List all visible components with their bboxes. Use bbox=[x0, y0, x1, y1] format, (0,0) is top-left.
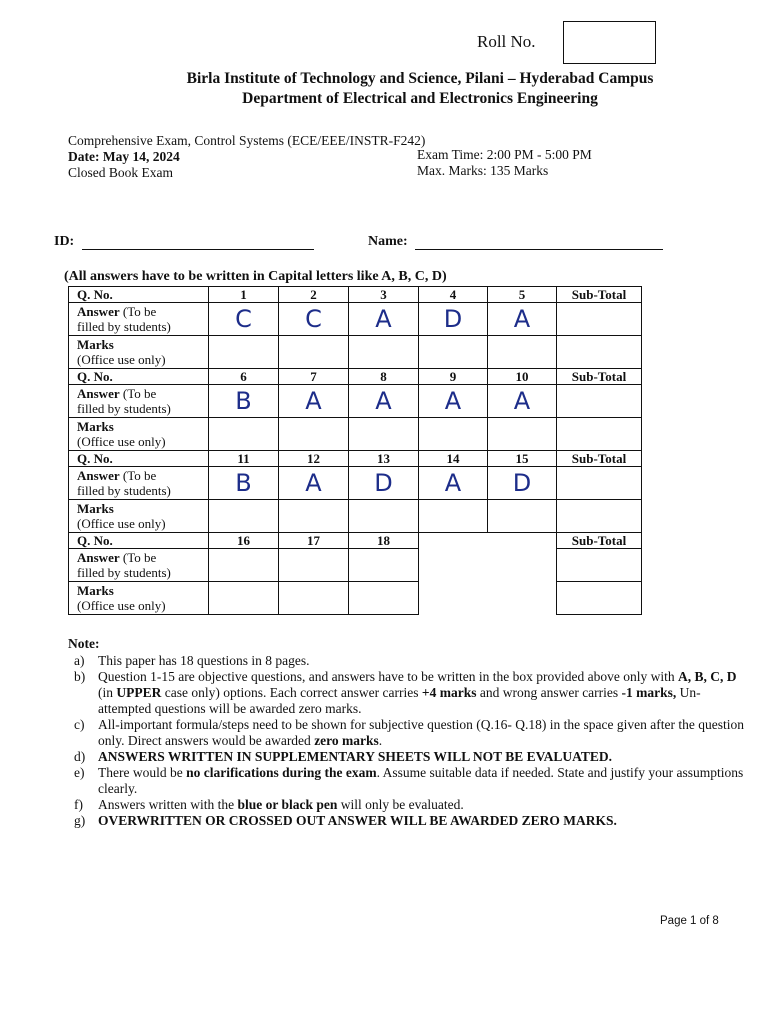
exam-time: Exam Time: 2:00 PM - 5:00 PM bbox=[417, 147, 592, 162]
marks-label-line2: (Office use only) bbox=[77, 352, 166, 367]
qno-label: Q. No. bbox=[69, 369, 209, 385]
note-item bbox=[68, 797, 748, 813]
answer-label: Answer (To be filled by students) bbox=[69, 303, 209, 336]
department-title: Department of Electrical and Electronics Engineering bbox=[242, 90, 598, 107]
question-number: 18 bbox=[349, 533, 419, 549]
answer-row bbox=[69, 303, 642, 336]
question-number: 12 bbox=[279, 451, 349, 467]
subtotal-label: Sub-Total bbox=[557, 533, 642, 549]
marks-label bbox=[69, 336, 209, 369]
answer-cell[interactable]: D bbox=[488, 467, 557, 500]
id-label: ID: bbox=[54, 234, 75, 249]
answer-label-bold: Answer bbox=[77, 386, 120, 401]
subtotal-cell[interactable] bbox=[557, 549, 642, 582]
question-number: 14 bbox=[419, 451, 488, 467]
marks-row bbox=[69, 500, 642, 533]
id-line[interactable] bbox=[82, 237, 314, 250]
marks-label bbox=[69, 582, 209, 615]
qno-row bbox=[69, 369, 642, 385]
note-item-label: b) bbox=[74, 669, 86, 684]
answer-row bbox=[69, 467, 642, 500]
answer-cell[interactable]: A bbox=[488, 385, 557, 418]
answer-cell[interactable]: A bbox=[419, 385, 488, 418]
empty-cell bbox=[419, 533, 488, 549]
subtotal-cell[interactable] bbox=[557, 467, 642, 500]
marks-label-line2: (Office use only) bbox=[77, 434, 166, 449]
exam-info-left bbox=[68, 133, 425, 181]
answer-cell[interactable]: A bbox=[279, 385, 349, 418]
answer-label: Answer (To be filled by students) bbox=[69, 467, 209, 500]
marks-label-line1: Marks bbox=[77, 501, 114, 516]
note-item-label: d) bbox=[74, 749, 86, 764]
answer-label-line2: filled by students) bbox=[77, 483, 171, 498]
note-item bbox=[68, 653, 748, 669]
question-number: 7 bbox=[279, 369, 349, 385]
answer-label-line2: filled by students) bbox=[77, 319, 171, 334]
exam-type: Closed Book Exam bbox=[68, 165, 173, 180]
empty-cell bbox=[419, 549, 488, 582]
qno-label: Q. No. bbox=[69, 451, 209, 467]
marks-cell[interactable] bbox=[279, 500, 349, 533]
note-item bbox=[68, 813, 748, 829]
note-item-label: c) bbox=[74, 717, 85, 732]
qno-row bbox=[69, 451, 642, 467]
marks-cell[interactable] bbox=[488, 500, 557, 533]
subtotal-cell[interactable] bbox=[557, 303, 642, 336]
qno-label: Q. No. bbox=[69, 287, 209, 303]
question-number: 17 bbox=[279, 533, 349, 549]
marks-cell[interactable] bbox=[349, 582, 419, 615]
subtotal-marks-cell[interactable] bbox=[557, 582, 642, 615]
marks-label-line1: Marks bbox=[77, 419, 114, 434]
marks-row bbox=[69, 418, 642, 451]
subtotal-cell[interactable] bbox=[557, 385, 642, 418]
question-number: 13 bbox=[349, 451, 419, 467]
question-number: 1 bbox=[209, 287, 279, 303]
subtotal-label: Sub-Total bbox=[557, 287, 642, 303]
answer-instruction: (All answers have to be written in Capital letters like A, B, C, D) bbox=[64, 269, 447, 284]
note-item-label: e) bbox=[74, 765, 85, 780]
note-item-text: OVERWRITTEN OR CROSSED OUT ANSWER WILL BE AWARDED ZERO MARKS. bbox=[98, 813, 617, 828]
question-number: 8 bbox=[349, 369, 419, 385]
question-number: 3 bbox=[349, 287, 419, 303]
name-field bbox=[368, 234, 663, 250]
course-name: Comprehensive Exam, Control Systems (ECE/EEE/INSTR-F242) bbox=[68, 133, 426, 148]
answer-label-line2: filled by students) bbox=[77, 401, 171, 416]
answer-label-line2: filled by students) bbox=[77, 565, 171, 580]
marks-cell[interactable] bbox=[209, 500, 279, 533]
marks-cell[interactable] bbox=[488, 336, 557, 369]
marks-cell[interactable] bbox=[209, 418, 279, 451]
answer-row bbox=[69, 385, 642, 418]
answer-cell[interactable]: B bbox=[209, 385, 279, 418]
marks-label-line1: Marks bbox=[77, 337, 114, 352]
answer-cell[interactable]: A bbox=[419, 467, 488, 500]
name-label: Name: bbox=[368, 234, 408, 249]
answer-cell[interactable]: B bbox=[209, 467, 279, 500]
note-item-text: ANSWERS WRITTEN IN SUPPLEMENTARY SHEETS WILL NOT BE EVALUATED. bbox=[98, 749, 613, 764]
marks-cell[interactable] bbox=[349, 418, 419, 451]
answer-cell[interactable]: C bbox=[279, 303, 349, 336]
answer-cell[interactable] bbox=[209, 549, 279, 582]
question-number: 15 bbox=[488, 451, 557, 467]
marks-cell[interactable] bbox=[209, 336, 279, 369]
note-item-text: Answers written with the blue or black pen will only be evaluated. bbox=[98, 797, 464, 812]
answer-label: Answer (To be filled by students) bbox=[69, 549, 209, 582]
marks-row bbox=[69, 582, 642, 615]
question-number: 4 bbox=[419, 287, 488, 303]
answer-cell[interactable]: A bbox=[488, 303, 557, 336]
exam-info-right bbox=[417, 147, 592, 179]
institute-title: Birla Institute of Technology and Science, Pilani – Hyderabad Campus bbox=[186, 70, 654, 87]
answer-cell[interactable]: A bbox=[349, 303, 419, 336]
answer-label-bold: Answer bbox=[77, 550, 120, 565]
question-number: 9 bbox=[419, 369, 488, 385]
question-number: 6 bbox=[209, 369, 279, 385]
note-item bbox=[68, 669, 748, 717]
marks-label-line2: (Office use only) bbox=[77, 598, 166, 613]
subtotal-label: Sub-Total bbox=[557, 369, 642, 385]
marks-label-line2: (Office use only) bbox=[77, 516, 166, 531]
question-number: 11 bbox=[209, 451, 279, 467]
note-item-text: Question 1-15 are objective questions, and answers have to be written in the box provided above only with A, B, C, D (in UPPER case only) options. Each correct answer carries +4 marks and wrong answer carries -1 marks, Un-attempted questions will be awarded zero marks. bbox=[98, 669, 737, 716]
answer-cell[interactable]: A bbox=[349, 385, 419, 418]
qno-row bbox=[69, 533, 642, 549]
empty-cell bbox=[488, 549, 557, 582]
note-item-label: g) bbox=[74, 813, 86, 828]
note-item-text: This paper has 18 questions in 8 pages. bbox=[98, 653, 310, 668]
note-item-text: There would be no clarifications during the exam. Assume suitable data if needed. State and justify your assumptions clearly. bbox=[98, 765, 744, 796]
exam-date: Date: May 14, 2024 bbox=[68, 149, 180, 164]
marks-cell[interactable] bbox=[279, 336, 349, 369]
marks-cell[interactable] bbox=[279, 582, 349, 615]
answer-grid bbox=[68, 286, 642, 615]
marks-cell[interactable] bbox=[279, 418, 349, 451]
marks-cell[interactable] bbox=[349, 336, 419, 369]
answer-label: Answer (To be filled by students) bbox=[69, 385, 209, 418]
marks-cell[interactable] bbox=[349, 500, 419, 533]
answer-label-bold: Answer bbox=[77, 468, 120, 483]
answer-cell[interactable]: C bbox=[209, 303, 279, 336]
empty-cell bbox=[419, 582, 488, 615]
answer-cell[interactable] bbox=[349, 549, 419, 582]
marks-cell[interactable] bbox=[419, 418, 488, 451]
roll-number-label: Roll No. bbox=[477, 32, 536, 51]
answer-cell[interactable]: D bbox=[349, 467, 419, 500]
roll-number-box[interactable] bbox=[563, 21, 656, 64]
subtotal-marks-cell[interactable] bbox=[557, 336, 642, 369]
answer-cell[interactable]: A bbox=[279, 467, 349, 500]
note-item bbox=[68, 765, 748, 797]
id-field bbox=[54, 234, 314, 250]
note-item-label: a) bbox=[74, 653, 85, 668]
marks-row bbox=[69, 336, 642, 369]
answer-label-bold: Answer bbox=[77, 304, 120, 319]
empty-cell bbox=[488, 582, 557, 615]
notes-section bbox=[68, 636, 748, 829]
max-marks: Max. Marks: 135 Marks bbox=[417, 163, 549, 178]
question-number: 16 bbox=[209, 533, 279, 549]
subtotal-marks-cell[interactable] bbox=[557, 418, 642, 451]
answer-cell[interactable]: D bbox=[419, 303, 488, 336]
question-number: 2 bbox=[279, 287, 349, 303]
qno-label: Q. No. bbox=[69, 533, 209, 549]
marks-cell[interactable] bbox=[419, 336, 488, 369]
empty-cell bbox=[488, 533, 557, 549]
marks-label bbox=[69, 500, 209, 533]
note-item-label: f) bbox=[74, 797, 83, 812]
answer-cell[interactable] bbox=[279, 549, 349, 582]
note-heading: Note: bbox=[68, 636, 100, 651]
note-item bbox=[68, 749, 748, 765]
subtotal-label: Sub-Total bbox=[557, 451, 642, 467]
marks-cell[interactable] bbox=[488, 418, 557, 451]
note-item bbox=[68, 717, 748, 749]
subtotal-marks-cell[interactable] bbox=[557, 500, 642, 533]
marks-cell[interactable] bbox=[419, 500, 488, 533]
marks-cell[interactable] bbox=[209, 582, 279, 615]
question-number: 5 bbox=[488, 287, 557, 303]
marks-label bbox=[69, 418, 209, 451]
question-number: 10 bbox=[488, 369, 557, 385]
name-line[interactable] bbox=[415, 237, 663, 250]
answer-row bbox=[69, 549, 642, 582]
qno-row bbox=[69, 287, 642, 303]
note-item-text: All-important formula/steps need to be shown for subjective question (Q.16- Q.18) in the space given after the question only. Direct answers would be awarded zero marks. bbox=[98, 717, 744, 748]
marks-label-line1: Marks bbox=[77, 583, 114, 598]
page-number: Page 1 of 8 bbox=[660, 915, 719, 927]
